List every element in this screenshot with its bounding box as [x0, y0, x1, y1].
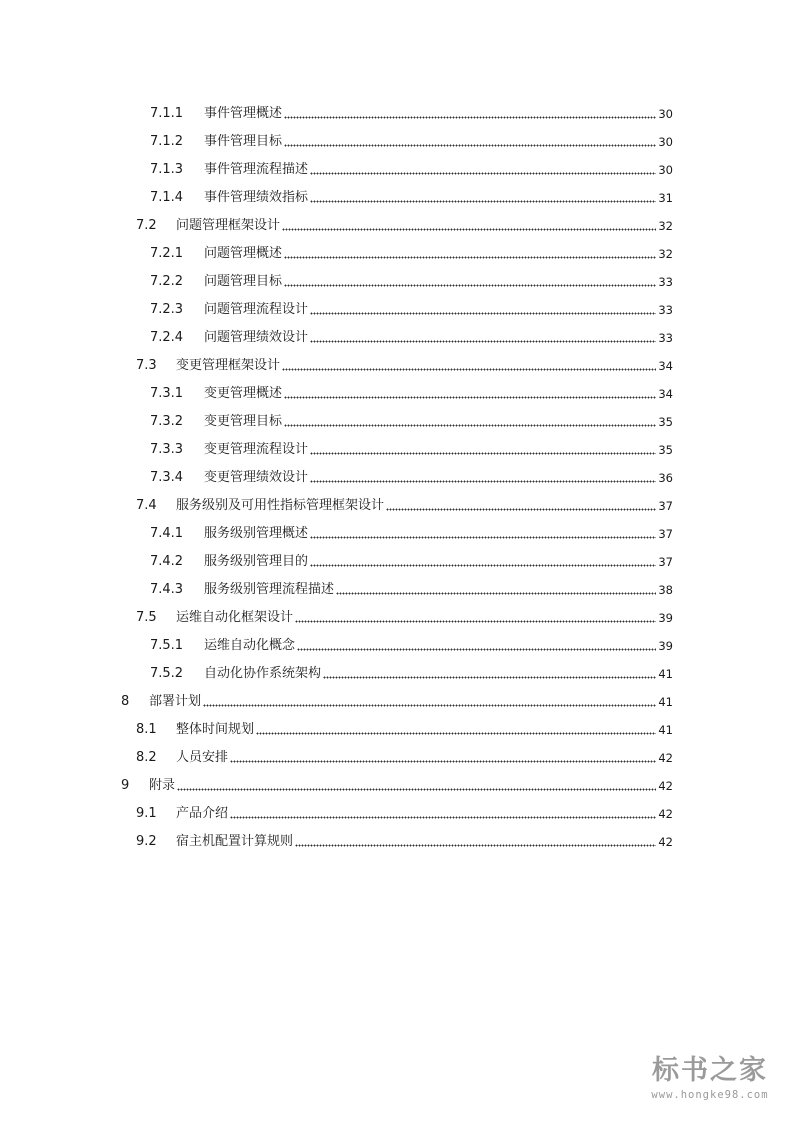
- toc-entry-title: 运维自动化概念: [204, 638, 296, 653]
- toc-entry-page: 36: [658, 471, 673, 485]
- toc-dot-leader: [310, 479, 656, 483]
- watermark-logo: [635, 1054, 785, 1112]
- toc-entry-title: 问题管理概述: [204, 246, 283, 261]
- toc-entry[interactable]: [136, 718, 673, 738]
- toc-entry-page: 31: [658, 191, 673, 205]
- toc-dot-leader: [310, 311, 656, 315]
- toc-entry-page: 33: [658, 303, 673, 317]
- toc-entry-number: 7.1.3: [150, 162, 184, 177]
- toc-entry-title: 事件管理概述: [204, 106, 283, 121]
- toc-dot-leader: [282, 227, 656, 231]
- toc-entry-number: 7.5.1: [150, 638, 184, 653]
- toc-entry[interactable]: [150, 578, 673, 598]
- toc-entry-number: 8: [121, 694, 130, 709]
- toc-entry-number: 7.3.1: [150, 386, 184, 401]
- toc-dot-leader: [284, 255, 656, 259]
- toc-dot-leader: [297, 647, 656, 651]
- toc-entry-title: 变更管理流程设计: [204, 442, 309, 457]
- toc-dot-leader: [310, 563, 656, 567]
- toc-entry-page: 37: [658, 527, 673, 541]
- toc-entry[interactable]: [136, 354, 673, 374]
- toc-entry-title: 整体时间规划: [176, 722, 255, 737]
- toc-entry-number: 7.3.3: [150, 442, 184, 457]
- toc-entry-page: 42: [658, 779, 673, 793]
- toc-entry-title: 产品介绍: [176, 806, 229, 821]
- toc-dot-leader: [386, 507, 656, 511]
- toc-entry-title: 问题管理框架设计: [176, 218, 281, 233]
- toc-entry-page: 37: [658, 555, 673, 569]
- toc-entry-title: 人员安排: [176, 750, 229, 765]
- toc-entry[interactable]: [150, 634, 673, 654]
- toc-dot-leader: [295, 619, 656, 623]
- toc-entry-number: 7.2.1: [150, 246, 184, 261]
- toc-dot-leader: [177, 787, 656, 791]
- toc-entry-number: 7.1.2: [150, 134, 184, 149]
- toc-entry-page: 33: [658, 275, 673, 289]
- toc-entry-title: 事件管理流程描述: [204, 162, 309, 177]
- toc-entry-title: 自动化协作系统架构: [204, 666, 322, 681]
- toc-entry[interactable]: [150, 410, 673, 430]
- toc-entry[interactable]: [150, 326, 673, 346]
- toc-entry-page: 39: [658, 611, 673, 625]
- toc-entry-number: 7.4.1: [150, 526, 184, 541]
- toc-entry-number: 8.2: [136, 750, 157, 765]
- toc-dot-leader: [284, 423, 656, 427]
- toc-entry-page: 42: [658, 751, 673, 765]
- toc-dot-leader: [256, 731, 656, 735]
- toc-entry-title: 变更管理概述: [204, 386, 283, 401]
- toc-entry[interactable]: [150, 382, 673, 402]
- toc-entry-page: 34: [658, 359, 673, 373]
- toc-entry-number: 7.2.2: [150, 274, 184, 289]
- toc-dot-leader: [284, 283, 656, 287]
- toc-dot-leader: [310, 339, 656, 343]
- toc-dot-leader: [323, 675, 656, 679]
- toc-entry-title: 宿主机配置计算规则: [176, 834, 294, 849]
- toc-entry-page: 30: [658, 163, 673, 177]
- toc-entry[interactable]: [136, 214, 673, 234]
- toc-entry-number: 7.4.2: [150, 554, 184, 569]
- toc-entry-page: 35: [658, 443, 673, 457]
- toc-entry-number: 7.4.3: [150, 582, 184, 597]
- toc-entry-page: 42: [658, 835, 673, 849]
- toc-entry[interactable]: [150, 130, 673, 150]
- toc-entry[interactable]: [136, 494, 673, 514]
- toc-entry-number: 7.4: [136, 498, 157, 513]
- toc-entry-page: 41: [658, 667, 673, 681]
- toc-dot-leader: [284, 115, 656, 119]
- toc-dot-leader: [284, 143, 656, 147]
- toc-dot-leader: [310, 199, 656, 203]
- toc-entry[interactable]: [150, 158, 673, 178]
- toc-entry[interactable]: [150, 102, 673, 122]
- toc-entry-number: 7.5.2: [150, 666, 184, 681]
- toc-entry[interactable]: [136, 830, 673, 850]
- toc-entry[interactable]: [136, 746, 673, 766]
- toc-entry-title: 问题管理目标: [204, 274, 283, 289]
- toc-entry-title: 变更管理目标: [204, 414, 283, 429]
- toc-entry-page: 41: [658, 723, 673, 737]
- toc-dot-leader: [282, 367, 656, 371]
- toc-entry-title: 问题管理绩效设计: [204, 330, 309, 345]
- toc-dot-leader: [336, 591, 656, 595]
- toc-entry-title: 服务级别管理概述: [204, 526, 309, 541]
- toc-entry-number: 8.1: [136, 722, 157, 737]
- toc-entry-page: 32: [658, 247, 673, 261]
- toc-entry[interactable]: [150, 186, 673, 206]
- toc-entry-number: 7.1.4: [150, 190, 184, 205]
- toc-entry-title: 服务级别及可用性指标管理框架设计: [176, 498, 385, 513]
- toc-entry-title: 附录: [149, 778, 176, 793]
- toc-entry-number: 7.2.4: [150, 330, 184, 345]
- watermark-url: www.hongke98.com: [651, 1089, 769, 1101]
- toc-entry[interactable]: [150, 270, 673, 290]
- toc-entry-page: 30: [658, 135, 673, 149]
- toc-dot-leader: [284, 395, 656, 399]
- toc-entry-page: 35: [658, 415, 673, 429]
- toc-entry-page: 33: [658, 331, 673, 345]
- toc-entry-page: 32: [658, 219, 673, 233]
- toc-entry-page: 42: [658, 807, 673, 821]
- toc-dot-leader: [230, 759, 656, 763]
- toc-entry-number: 9.1: [136, 806, 157, 821]
- toc-entry-title: 部署计划: [149, 694, 202, 709]
- toc-entry-title: 变更管理绩效设计: [204, 470, 309, 485]
- toc-entry[interactable]: [136, 606, 673, 626]
- watermark-brand: 标书之家: [652, 1055, 768, 1086]
- toc-entry-title: 事件管理目标: [204, 134, 283, 149]
- toc-dot-leader: [230, 815, 656, 819]
- toc-dot-leader: [310, 451, 656, 455]
- toc-entry[interactable]: [150, 242, 673, 262]
- toc-entry-title: 运维自动化框架设计: [176, 610, 294, 625]
- toc-entry[interactable]: [121, 690, 673, 710]
- toc-entry[interactable]: [150, 466, 673, 486]
- toc-entry-number: 7.2.3: [150, 302, 184, 317]
- toc-entry[interactable]: [150, 298, 673, 318]
- toc-entry-title: 问题管理流程设计: [204, 302, 309, 317]
- toc-entry-page: 39: [658, 639, 673, 653]
- toc-entry[interactable]: [150, 522, 673, 542]
- toc-entry-title: 服务级别管理流程描述: [204, 582, 335, 597]
- toc-entry[interactable]: [150, 662, 673, 682]
- toc-entry[interactable]: [150, 438, 673, 458]
- toc-dot-leader: [203, 703, 656, 707]
- toc-entry-page: 38: [658, 583, 673, 597]
- toc-entry-number: 9: [121, 778, 130, 793]
- toc-entry-number: 7.2: [136, 218, 157, 233]
- toc-dot-leader: [310, 535, 656, 539]
- toc-entry-number: 9.2: [136, 834, 157, 849]
- toc-entry-number: 7.3.2: [150, 414, 184, 429]
- toc-entry[interactable]: [121, 774, 673, 794]
- toc-entry[interactable]: [150, 550, 673, 570]
- toc-entry-page: 37: [658, 499, 673, 513]
- toc-entry-page: 41: [658, 695, 673, 709]
- toc-entry-number: 7.5: [136, 610, 157, 625]
- toc-entry-title: 事件管理绩效指标: [204, 190, 309, 205]
- toc-entry-number: 7.1.1: [150, 106, 184, 121]
- toc-dot-leader: [310, 171, 656, 175]
- toc-entry[interactable]: [136, 802, 673, 822]
- toc-dot-leader: [295, 843, 656, 847]
- toc-entry-page: 30: [658, 107, 673, 121]
- toc-entry-title: 变更管理框架设计: [176, 358, 281, 373]
- toc-entry-page: 34: [658, 387, 673, 401]
- toc-entry-number: 7.3.4: [150, 470, 184, 485]
- toc-entry-title: 服务级别管理目的: [204, 554, 309, 569]
- toc-entry-number: 7.3: [136, 358, 157, 373]
